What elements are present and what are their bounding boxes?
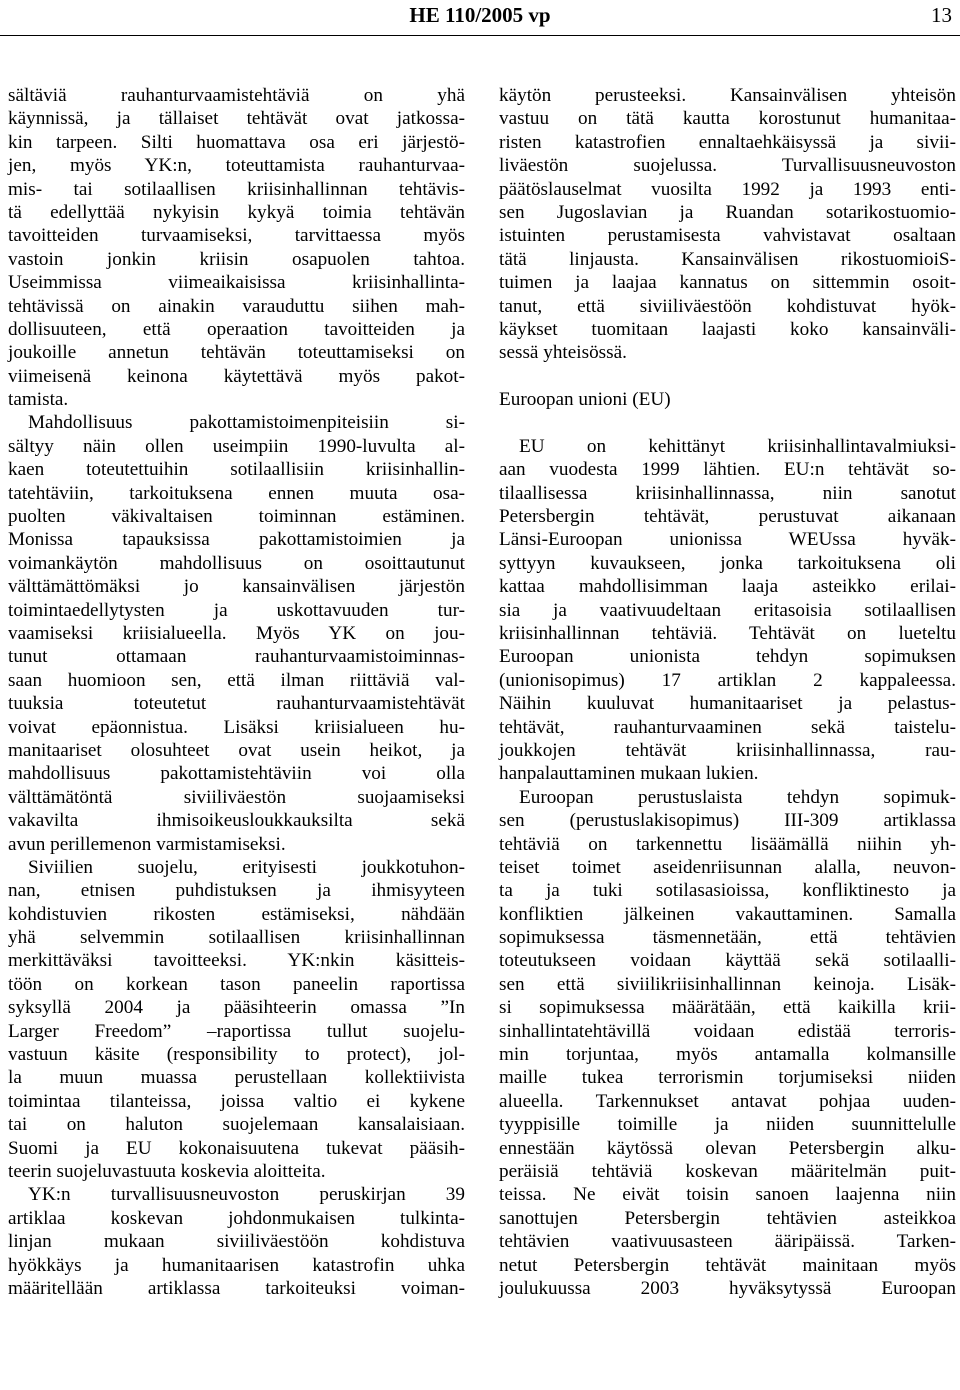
text-line: käytön perusteeksi. Kansainvälisen yhteisön (499, 85, 956, 106)
text-line: sessä yhteisössä. (499, 342, 627, 364)
text-line: määritellään artiklassa tarkoiteuksi voiman- (8, 1277, 465, 1299)
text-line: toimintaa tilanteissa, joissa valtio ei kykene (8, 1090, 465, 1112)
text-line: nan, etnisen puhdistuksen ja ihmisyyteen (8, 880, 465, 902)
page-header (0, 0, 960, 42)
text-line: si sopimuksessa määrätään, että kaikilla krii- (499, 997, 956, 1019)
text-line: vastuu on tätä kautta korostunut humanitaa- (499, 108, 956, 130)
text-line: Siviilien suojelu, erityisesti joukkotuhon- (28, 856, 465, 878)
text-line: artiklaa koskevan johdonmukaisen tulkinta- (8, 1207, 465, 1229)
text-line: sen (perustuslakisopimus) III-309 artiklassa (499, 810, 956, 832)
text-line: manitaariset olosuhteet ovat usein heikot, ja (8, 739, 465, 761)
text-line: tunut ottamaan rauhanturvaamistoiminnas- (8, 646, 465, 668)
text-line: dollisuuteen, että operaation tavoitteiden ja (8, 318, 465, 340)
text-line: tehtävien vaativuusasteen ääripäissä. Tarken- (499, 1231, 956, 1253)
text-line: Mahdollisuus pakottamistoimenpiteisiin si- (28, 412, 465, 434)
text-line: (unionisopimus) 17 artiklan 2 kappaleessa. (499, 669, 956, 691)
text-line: kohdistuvien rikosten estämiseksi, nähdään (8, 903, 465, 925)
text-line: tilaallisessa kriisinhallinnassa, niin sanotut (499, 482, 956, 504)
text-line: netut Petersbergin tehtävät mainitaan myös (499, 1254, 956, 1276)
text-line: tä edellyttää nykyisin kykyä toimia tehtävän (8, 201, 465, 223)
text-line: kattaa mahdollisimman laaja asteikko erilai- (499, 576, 956, 598)
text-line: voimankäytön mahdollisuus on osoittautunut (8, 552, 465, 574)
text-line: tamista. (8, 389, 69, 411)
text-line: Monissa tapauksissa pakottamistoimien ja (8, 529, 465, 551)
text-line: viimeisenä keinona käytettävä myös pakot- (8, 365, 465, 387)
text-line: sanottujen Petersbergin tehtävien asteikkoa (499, 1207, 956, 1229)
text-line: alueella. Tarkennukset antavat pohjaa uuden- (499, 1090, 956, 1112)
text-line: töön on korkean tason paneelin raportissa (8, 973, 465, 995)
text-line: saan huomioon sen, että ilman riittäviä val- (8, 669, 465, 691)
text-line: tatehtäviin, tarkoituksena ennen muuta osa- (8, 482, 465, 504)
text-line: tyyppisille toimille ja niiden suunnittelulle (499, 1114, 956, 1136)
text-line: risten katastrofien ennaltaehkäisyssä ja sivii- (499, 131, 956, 153)
text-line: sen Jugoslavian ja Ruandan sotarikostuomio- (499, 201, 956, 223)
text-line: käynnissä, ja tällaiset tehtävät ovat jatkossa- (8, 108, 465, 130)
text-line: tehtävissä on ainakin varauduttu siihen mah- (8, 295, 465, 317)
text-line: syttyyn kuvaukseen, jonka tarkoituksena oli (499, 552, 956, 574)
text-line: sältyy näin ollen useimpiin 1990-luvulta al- (8, 435, 465, 457)
text-line: joukoille annetun tehtävän toteuttamiseksi on (8, 342, 465, 364)
text-line: jen, myös YK:n, toteuttamista rauhanturvaa- (8, 155, 465, 177)
text-line: Näihin kuuluvat humanitaariset ja pelastus- (499, 693, 956, 715)
text-line: min torjuntaa, myös antamalla kolmansille (499, 1044, 956, 1066)
text-line: tehtäviä on tarkennettu lisäämällä niihin yh- (499, 833, 956, 855)
text-line: kaen toteutettuihin sotilaallisiin kriisinhallin- (8, 459, 465, 481)
text-line: tai on haluton suojelemaan kansalaisiaan. (8, 1114, 465, 1136)
text-line: puolten väkivaltaisen toiminnan estäminen. (8, 506, 465, 528)
text-line: sältäviä rauhanturvaamistehtäviä on yhä (8, 85, 465, 106)
text-line: yhä selvemmin sotilaallisen kriisinhallinnan (8, 927, 465, 949)
text-line: teiset toimet aseidenriisunnan alalla, neuvon- (499, 856, 956, 878)
text-line: kriisinhallinnan tehtäviä. Tehtävät on lueteltu (499, 622, 956, 644)
header-rule (0, 35, 960, 36)
text-line: konfliktien jälkeinen vakauttaminen. Samalla (499, 903, 956, 925)
text-line: tätä linjausta. Kansainvälisen rikostuomioiS- (499, 248, 956, 270)
left-text-column (8, 84, 465, 1300)
text-line: vakavilta ihmisoikeusloukkauksilta sekä (8, 810, 465, 832)
text-line: mis- tai sotilaallisen kriisinhallinnan tehtävis- (8, 178, 465, 200)
text-line: toteutukseen voidaan käyttää sekä sotilaalli- (499, 950, 956, 972)
text-line: teerin suojeluvastuuta koskevia aloitteita. (8, 1160, 326, 1182)
text-line: tuuksia toteutetut rauhanturvaamistehtävät (8, 693, 465, 715)
page-number: 13 (931, 3, 952, 27)
text-line: hyökkäys ja humanitaarisen katastrofin uhka (8, 1254, 465, 1276)
right-text-column (499, 84, 956, 1300)
text-line: liväestön suojelussa. Turvallisuusneuvoston (499, 155, 956, 177)
text-line: peräisiä tehtäviä koskevan määritelmän puit- (499, 1160, 956, 1182)
text-line: linjan mukaan siviiliväestöön kohdistuva (8, 1231, 465, 1253)
text-line: tanut, että siviiliväestöön kohdistuvat hyök- (499, 295, 956, 317)
text-line: toimintaedellytysten ja uskottavuuden tur- (8, 599, 465, 621)
text-line: vastuun käsite (responsibility to protect), jol- (8, 1044, 465, 1066)
document-id: HE 110/2005 vp (409, 3, 551, 27)
text-line: la muun muassa perustellaan kollektiivista (8, 1067, 465, 1089)
text-line: ennestään käytössä olevan Petersbergin alku- (499, 1137, 956, 1159)
text-line: joulukuussa 2003 hyväksytyssä Euroopan (499, 1277, 956, 1299)
text-line: maille tukea terrorismin torjumiseksi niiden (499, 1067, 956, 1089)
text-line: sen että siviilikriisinhallinnan keinoja. Lisäk- (499, 973, 956, 995)
text-line: mahdollisuus pakottamistehtäviin voi olla (8, 763, 465, 785)
text-line: tuimen ja laajaa kannatus on sittemmin osoit- (499, 272, 956, 294)
text-line: välttämätöntä siviiliväestön suojaamiseksi (8, 786, 465, 808)
text-line: aan vuodesta 1999 lähtien. EU:n tehtävät so- (499, 459, 956, 481)
text-line: teissa. Ne eivät toisin sanoen laajenna niin (499, 1184, 956, 1206)
text-line: merkittäväksi tavoitteeksi. YK:nkin käsitteis- (8, 950, 465, 972)
text-line: Suomi ja EU kokonaisuutena tukevat pääsih- (8, 1137, 465, 1159)
text-line: hanpalauttaminen mukaan lukien. (499, 763, 759, 785)
text-line: vaamiseksi kriisialueella. Myös YK on jou- (8, 622, 465, 644)
text-line: päätöslauselmat vuosilta 1992 ja 1993 enti- (499, 178, 956, 200)
text-line: kin tarpeen. Silti huomattava osa eri järjestö- (8, 131, 465, 153)
text-line: Petersbergin tehtävät, perustuvat aikanaan (499, 506, 956, 528)
text-line: joukkojen tehtävät kriisinhallinnassa, rau- (499, 739, 956, 761)
text-line: Euroopan perustuslaista tehdyn sopimuk- (519, 786, 956, 808)
text-line: syksyllä 2004 ja pääsihteerin omassa ”In (8, 997, 465, 1019)
text-line: Länsi-Euroopan unionissa WEUssa hyväk- (499, 529, 956, 551)
text-line: sia ja vaativuudeltaan eritasoisia sotilaallisen (499, 599, 956, 621)
text-line: vastoin jonkin kriisin osapuolen tahtoa. (8, 248, 465, 270)
text-line: käykset tuomitaan laajasti koko kansainväli- (499, 318, 956, 340)
text-line: voivat epäonnistua. Lisäksi kriisialueen hu- (8, 716, 465, 738)
text-line: Euroopan unionista tehdyn sopimuksen (499, 646, 956, 668)
text-line: Larger Freedom” –raportissa tullut suojelu- (8, 1020, 465, 1042)
text-line: välttämättömäksi jo kansainvälisen järjestön (8, 576, 465, 598)
text-line: istuinten perustamisesta vahvistavat osaltaan (499, 225, 956, 247)
text-line: tavoitteiden turvaamiseksi, tarvittaessa myös (8, 225, 465, 247)
text-line: YK:n turvallisuusneuvoston peruskirjan 39 (28, 1184, 465, 1206)
paragraph-gap (499, 365, 956, 388)
text-line: Euroopan unioni (EU) (499, 389, 671, 411)
text-line: avun perillemenon varmistamiseksi. (8, 833, 286, 855)
paragraph-gap (499, 411, 956, 434)
text-line: Useimmissa viimeaikaisissa kriisinhallinta- (8, 272, 465, 294)
text-line: EU on kehittänyt kriisinhallintavalmiuksi- (519, 435, 956, 457)
text-line: tehtävät, rauhanturvaaminen sekä taistelu- (499, 716, 956, 738)
text-line: sopimuksessa täsmennetään, että tehtävien (499, 927, 956, 949)
text-line: ta ja tuki sotilasasioissa, konfliktinesto ja (499, 880, 956, 902)
text-line: sinhallintatehtävillä voidaan edistää terroris- (499, 1020, 956, 1042)
